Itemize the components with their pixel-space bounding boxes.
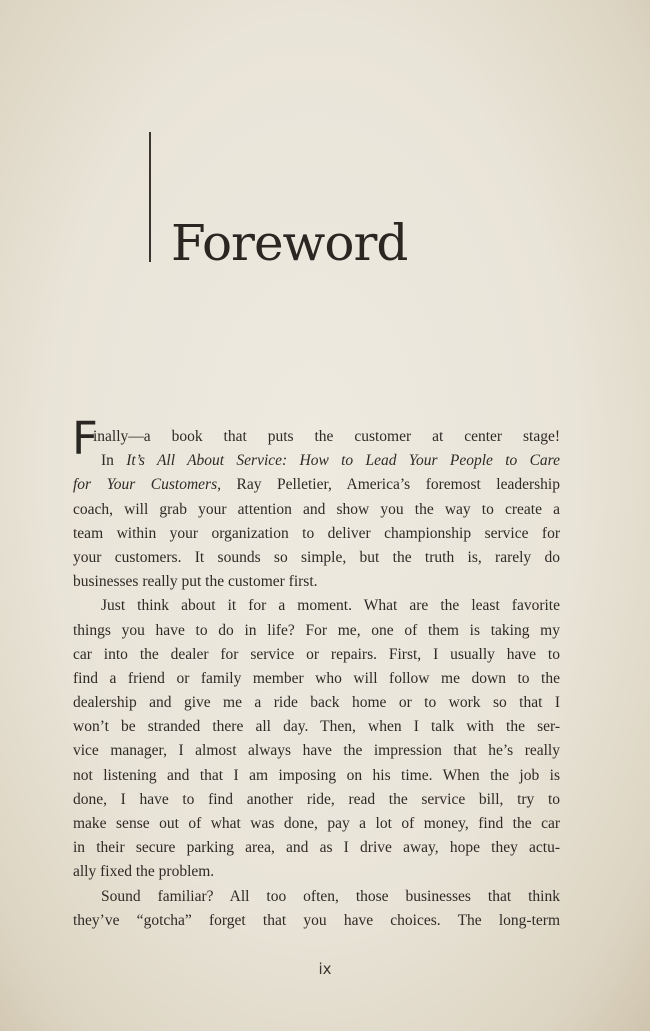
line-text: inally—a book that puts the customer at center stage! [93,428,560,445]
paragraph-4-line-2: they’ve “gotcha” forget that you have choices. The long-term [73,911,560,929]
paragraph-3-line-12: ally fixed the problem. [73,863,215,881]
paragraph-2-line-6: businesses really put the customer first. [73,573,318,591]
line-text: In [101,452,114,470]
paragraph-3-line-5: dealership and give me a ride back home or to work so that I [73,694,560,712]
paragraph-3-line-3: car into the dealer for service or repairs. First, I usually have to [73,645,560,663]
paragraph-3-line-10: make sense out of what was done, pay a lot of money, find the car [73,815,560,832]
paragraph-3-line-4: find a friend or family member who will follow me down to the [73,669,560,687]
book-title-italic: for Your Customers, [73,476,221,494]
page-number: ix [318,960,332,978]
paragraph-2-line-2 [73,473,560,497]
paragraph-3-line-2: things you have to do in life? For me, one of them is taking my [73,621,560,639]
paragraph-2-line-1 [73,449,560,473]
paragraph-3-line-1: Just think about it for a moment. What are the least favorite [101,597,560,615]
line-text: Ray Pelletier, America’s foremost leadership [236,476,560,494]
chapter-title: Foreword [171,214,408,272]
paragraph-3-line-6: won’t be stranded there all day. Then, when I talk with the ser- [73,718,560,736]
paragraph-3-line-9: done, I have to find another ride, read the service bill, try to [73,790,560,808]
paragraph-3-line-11: in their secure parking area, and as I drive away, hope they actu- [73,839,560,857]
paragraph-2-line-3: coach, will grab your attention and show you the way to create a [73,500,560,518]
paragraph-2-line-5: your customers. It sounds so simple, but the truth is, rarely do [73,548,560,566]
paragraph-3-line-7: vice manager, I almost always have the impression that he’s really [73,742,560,760]
body-text [72,412,561,933]
book-title-italic: It’s All About Service: How to Lead Your People to Care [126,452,561,470]
drop-cap: F [72,412,98,465]
paragraph-4-line-1: Sound familiar? All too often, those businesses that think [101,887,560,905]
paragraph-3-line-8: not listening and that I am imposing on his time. When the job is [73,766,560,784]
paragraph-2-line-4: team within your organization to deliver championship service for [73,524,560,542]
title-vertical-rule [149,132,151,262]
